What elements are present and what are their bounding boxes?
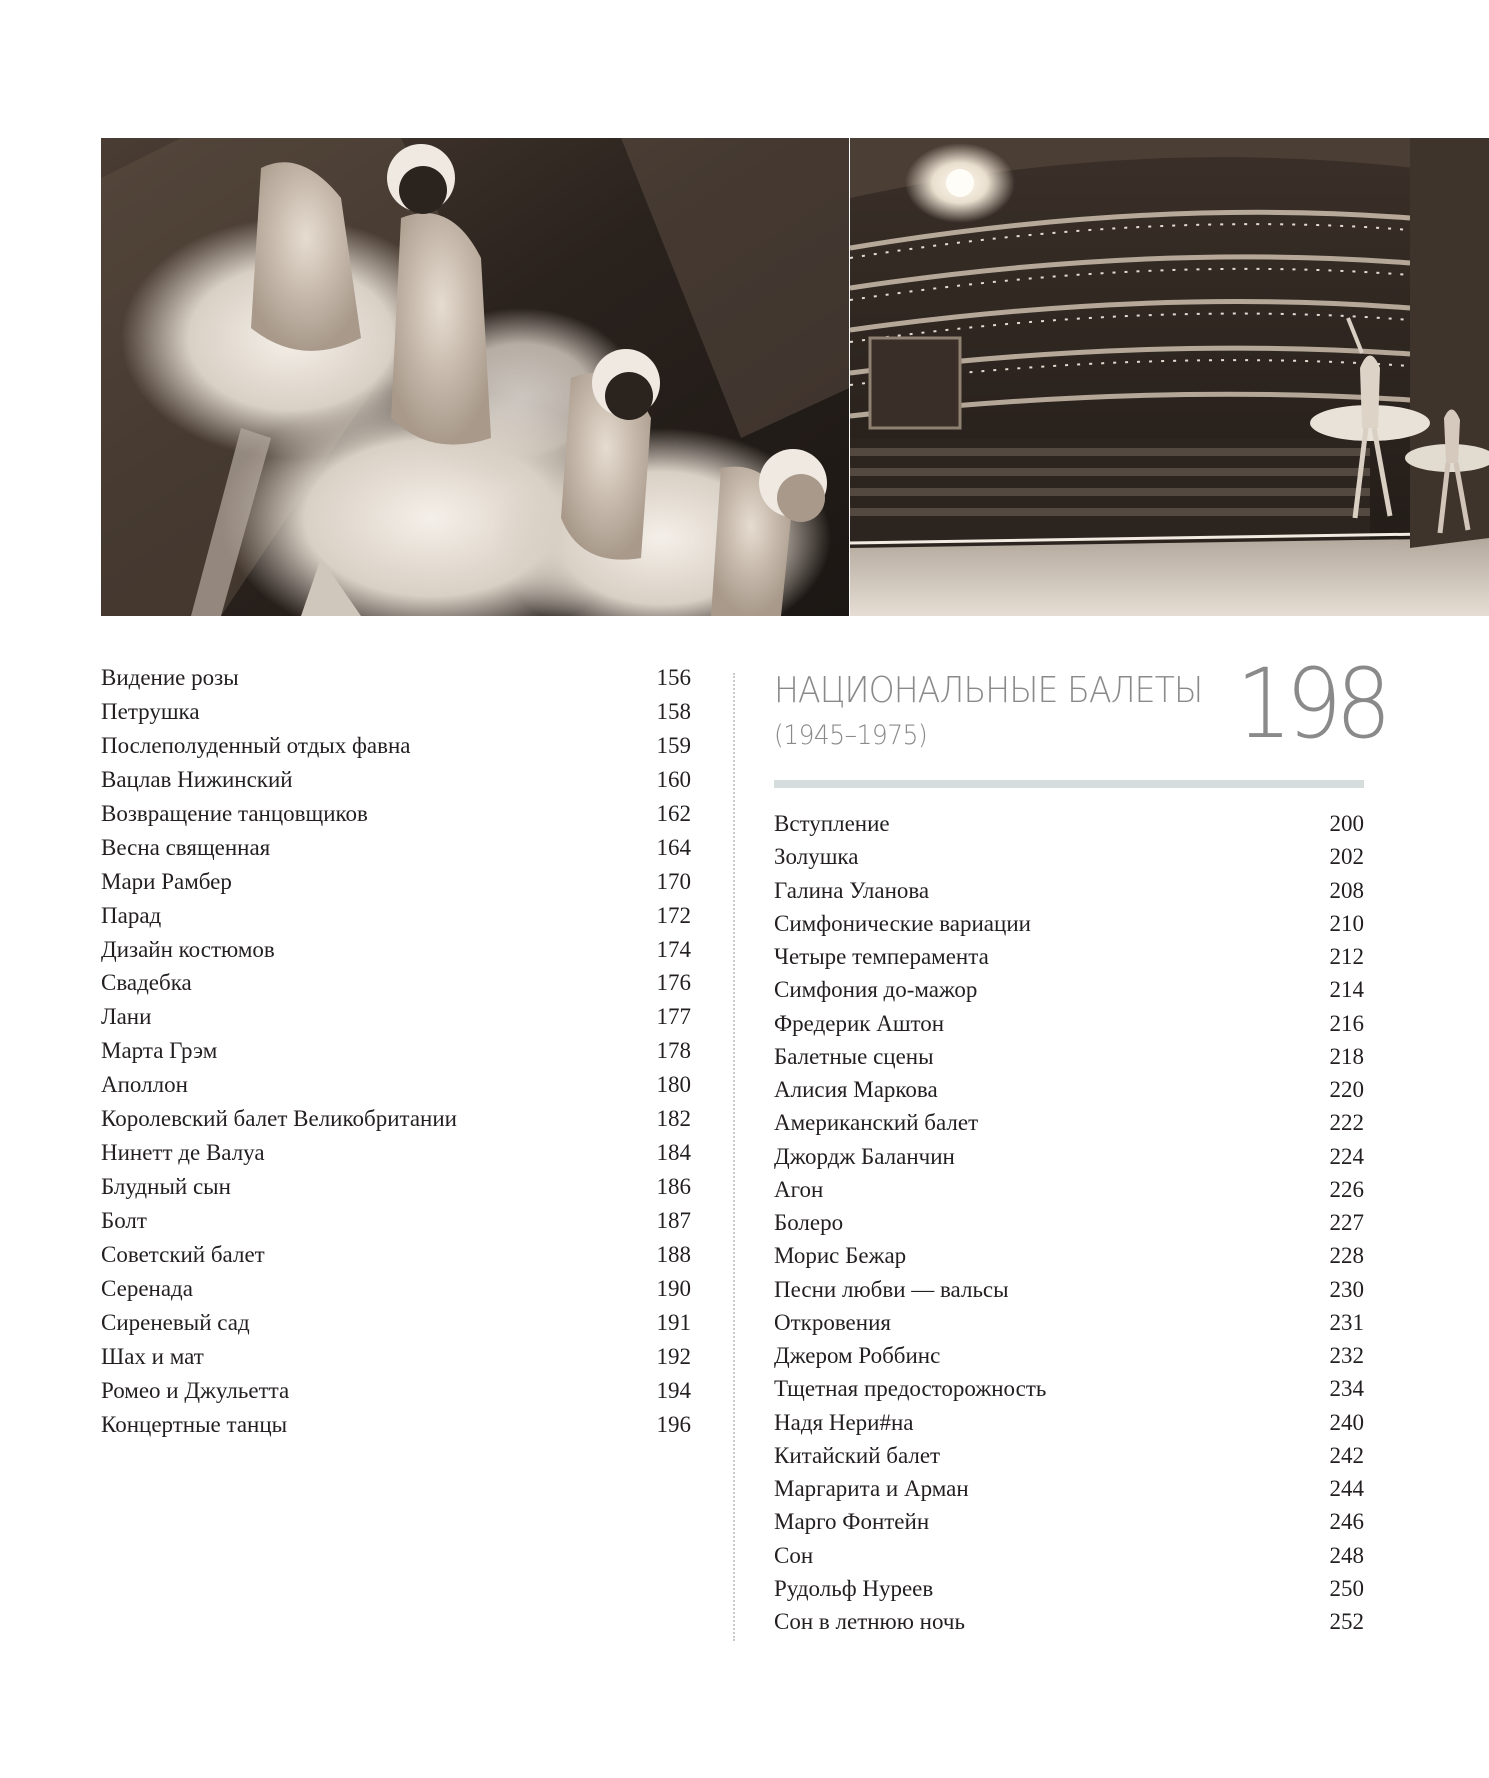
toc-entry-title: Послеполуденный отдых фавна bbox=[101, 732, 411, 758]
toc-entry-page: 184 bbox=[656, 1140, 691, 1166]
toc-entry-page: 218 bbox=[1329, 1043, 1364, 1069]
toc-entry-title: Марта Грэм bbox=[101, 1038, 218, 1064]
toc-entry-title: Вацлав Нижинский bbox=[101, 766, 293, 792]
toc-entry-title: Свадебка bbox=[101, 970, 192, 996]
toc-entry-title: Рудольф Нуреев bbox=[774, 1575, 934, 1601]
toc-entry bbox=[101, 1039, 691, 1073]
toc-entry-page: 234 bbox=[1329, 1376, 1364, 1402]
toc-entry-title: Дизайн костюмов bbox=[101, 936, 275, 962]
toc-entry-page: 182 bbox=[656, 1106, 691, 1132]
toc-entry bbox=[101, 700, 691, 734]
toc-entry-page: 224 bbox=[1329, 1143, 1364, 1169]
toc-entry-title: Сиреневый сад bbox=[101, 1309, 250, 1335]
toc-entry bbox=[101, 666, 691, 700]
toc-entry-page: 228 bbox=[1329, 1243, 1364, 1269]
toc-entry-page: 191 bbox=[656, 1309, 691, 1335]
toc-right-list bbox=[774, 812, 1364, 1643]
toc-entry-title: Джордж Баланчин bbox=[774, 1143, 955, 1169]
toc-entry-page: 188 bbox=[656, 1241, 691, 1267]
toc-entry bbox=[774, 1610, 1364, 1643]
toc-entry bbox=[774, 1211, 1364, 1244]
toc-entry-page: 227 bbox=[1329, 1210, 1364, 1235]
toc-entry-title: Мари Рамбер bbox=[101, 868, 232, 894]
toc-entry bbox=[101, 938, 691, 972]
toc-entry-title: Джером Роббинс bbox=[774, 1343, 941, 1368]
toc-entry-page: 232 bbox=[1329, 1343, 1364, 1368]
toc-entry-page: 220 bbox=[1329, 1077, 1364, 1102]
toc-entry-title: Песни любви — вальсы bbox=[774, 1276, 1009, 1302]
toc-entry bbox=[101, 1345, 691, 1379]
toc-entry bbox=[774, 1577, 1364, 1610]
toc-entry-title: Морис Бежар bbox=[774, 1243, 907, 1269]
toc-entry-title: Возвращение танцовщиков bbox=[101, 800, 368, 826]
toc-entry-title: Ромео и Джульетта bbox=[101, 1377, 290, 1403]
toc-entry bbox=[774, 1278, 1364, 1311]
toc-entry-page: 212 bbox=[1329, 944, 1364, 969]
bolshoi-theatre-photo bbox=[850, 138, 1489, 616]
toc-entry-page: 231 bbox=[1329, 1309, 1364, 1335]
toc-entry-page: 214 bbox=[1329, 977, 1364, 1003]
toc-entry-page: 208 bbox=[1329, 877, 1364, 903]
toc-entry-title: Сон bbox=[774, 1542, 814, 1568]
toc-entry bbox=[101, 1209, 691, 1243]
toc-entry-page: 190 bbox=[656, 1275, 691, 1301]
section-rule bbox=[774, 780, 1364, 788]
column-divider bbox=[733, 673, 735, 1641]
toc-entry-title: Петрушка bbox=[101, 698, 200, 724]
toc-entry bbox=[101, 1141, 691, 1175]
toc-entry-page: 202 bbox=[1329, 844, 1364, 870]
toc-entry bbox=[774, 1477, 1364, 1510]
toc-entry bbox=[774, 1311, 1364, 1344]
toc-entry-page: 240 bbox=[1329, 1409, 1364, 1435]
toc-entry-page: 160 bbox=[656, 766, 691, 792]
toc-entry-title: Весна священная bbox=[101, 834, 271, 860]
toc-entry bbox=[774, 879, 1364, 912]
toc-entry-page: 194 bbox=[656, 1377, 691, 1403]
toc-entry bbox=[101, 904, 691, 938]
toc-entry-title: Вступление bbox=[774, 811, 890, 836]
toc-entry-page: 162 bbox=[656, 800, 691, 826]
toc-entry-page: 177 bbox=[656, 1004, 691, 1030]
toc-entry-title: Китайский балет bbox=[774, 1442, 941, 1468]
toc-entry-title: Болеро bbox=[774, 1210, 844, 1235]
toc-entry-title: Аполлон bbox=[101, 1072, 188, 1098]
toc-entry-title: Сон в летнюю ночь bbox=[774, 1609, 965, 1634]
toc-entry bbox=[774, 812, 1364, 845]
toc-entry-title: Концертные танцы bbox=[101, 1411, 288, 1437]
toc-entry-page: 244 bbox=[1329, 1476, 1364, 1501]
toc-entry-title: Галина Уланова bbox=[774, 877, 930, 903]
toc-entry-title: Фредерик Аштон bbox=[774, 1010, 945, 1036]
toc-entry-page: 216 bbox=[1329, 1010, 1364, 1036]
toc-entry bbox=[774, 1444, 1364, 1477]
toc-entry bbox=[774, 1145, 1364, 1178]
toc-entry bbox=[774, 1510, 1364, 1543]
toc-entry-page: 230 bbox=[1329, 1276, 1364, 1302]
toc-entry-page: 170 bbox=[656, 868, 691, 894]
toc-entry bbox=[774, 1377, 1364, 1410]
toc-entry bbox=[101, 734, 691, 768]
toc-entry-title: Американский балет bbox=[774, 1110, 979, 1136]
toc-entry bbox=[101, 870, 691, 904]
toc-entry bbox=[774, 1012, 1364, 1045]
toc-entry-page: 156 bbox=[656, 665, 691, 690]
section-page-number: 198 bbox=[1236, 648, 1386, 760]
ballerinas-backstage-photo bbox=[101, 138, 849, 616]
toc-entry-title: Откровения bbox=[774, 1309, 891, 1335]
toc-entry bbox=[774, 1244, 1364, 1277]
toc-entry bbox=[101, 1311, 691, 1345]
toc-entry bbox=[101, 971, 691, 1005]
toc-entry-title: Балетные сцены bbox=[774, 1043, 934, 1069]
toc-entry-page: 180 bbox=[656, 1072, 691, 1098]
toc-entry-page: 210 bbox=[1329, 910, 1364, 936]
toc-entry-title: Советский балет bbox=[101, 1241, 265, 1267]
toc-entry-page: 159 bbox=[656, 732, 691, 758]
toc-entry-title: Агон bbox=[774, 1176, 824, 1202]
toc-entry bbox=[774, 1178, 1364, 1211]
toc-entry bbox=[101, 1073, 691, 1107]
toc-entry-page: 246 bbox=[1329, 1509, 1364, 1535]
toc-entry-title: Симфонические вариации bbox=[774, 910, 1031, 936]
toc-entry bbox=[774, 1344, 1364, 1377]
toc-entry bbox=[101, 1005, 691, 1039]
toc-entry-page: 172 bbox=[656, 902, 691, 928]
toc-entry bbox=[774, 1411, 1364, 1444]
toc-entry-page: 187 bbox=[656, 1208, 691, 1233]
toc-entry bbox=[101, 836, 691, 870]
photo-strip bbox=[101, 138, 1489, 616]
toc-entry-title: Королевский балет Великобритании bbox=[101, 1106, 457, 1132]
toc-entry-page: 250 bbox=[1329, 1575, 1364, 1601]
toc-entry-page: 192 bbox=[656, 1343, 691, 1369]
toc-left-list bbox=[101, 666, 691, 1447]
toc-entry bbox=[774, 1111, 1364, 1144]
toc-entry-title: Золушка bbox=[774, 844, 859, 870]
toc-entry-title: Блудный сын bbox=[101, 1174, 231, 1200]
toc-entry bbox=[774, 945, 1364, 978]
toc-entry-title: Болт bbox=[101, 1208, 147, 1233]
toc-entry bbox=[101, 1413, 691, 1447]
toc-entry bbox=[774, 1078, 1364, 1111]
toc-entry-title: Парад bbox=[101, 902, 162, 928]
toc-entry-title: Нинетт де Валуа bbox=[101, 1140, 265, 1166]
toc-entry-page: 226 bbox=[1329, 1176, 1364, 1202]
toc-entry-page: 200 bbox=[1329, 811, 1364, 836]
toc-entry-title: Серенада bbox=[101, 1275, 193, 1301]
toc-entry-page: 196 bbox=[656, 1411, 691, 1437]
toc-entry bbox=[774, 1045, 1364, 1078]
toc-entry-title: Маргарита и Арман bbox=[774, 1476, 969, 1501]
toc-entry-title: Видение розы bbox=[101, 665, 239, 690]
toc-entry bbox=[774, 845, 1364, 878]
toc-entry-page: 176 bbox=[656, 970, 691, 996]
toc-entry bbox=[101, 1379, 691, 1413]
toc-entry-page: 222 bbox=[1329, 1110, 1364, 1136]
toc-entry-page: 186 bbox=[656, 1174, 691, 1200]
toc-entry bbox=[101, 768, 691, 802]
toc-entry bbox=[774, 978, 1364, 1011]
toc-entry-title: Симфония до-мажор bbox=[774, 977, 978, 1003]
toc-entry bbox=[101, 1277, 691, 1311]
toc-entry-page: 178 bbox=[656, 1038, 691, 1064]
toc-entry-page: 248 bbox=[1329, 1542, 1364, 1568]
toc-entry-title: Четыре темперамента bbox=[774, 944, 989, 969]
toc-entry-title: Надя Нери#на bbox=[774, 1409, 914, 1435]
section-years: (1945–1975) bbox=[774, 720, 928, 751]
toc-entry-title: Тщетная предосторожность bbox=[774, 1376, 1047, 1402]
toc-entry bbox=[101, 1175, 691, 1209]
toc-entry bbox=[774, 912, 1364, 945]
toc-entry-page: 242 bbox=[1329, 1442, 1364, 1468]
toc-entry-page: 252 bbox=[1329, 1609, 1364, 1634]
toc-entry bbox=[774, 1544, 1364, 1577]
toc-entry-title: Шах и мат bbox=[101, 1343, 204, 1369]
section-title: НАЦИОНАЛЬНЫЕ БАЛЕТЫ bbox=[774, 670, 1203, 711]
toc-entry-title: Алисия Маркова bbox=[774, 1077, 938, 1102]
toc-entry-page: 158 bbox=[656, 698, 691, 724]
toc-entry bbox=[101, 1243, 691, 1277]
toc-entry-title: Марго Фонтейн bbox=[774, 1509, 930, 1535]
toc-entry-page: 174 bbox=[656, 936, 691, 962]
toc-entry bbox=[101, 1107, 691, 1141]
toc-entry bbox=[101, 802, 691, 836]
toc-entry-page: 164 bbox=[656, 834, 691, 860]
toc-entry-title: Лани bbox=[101, 1004, 152, 1030]
